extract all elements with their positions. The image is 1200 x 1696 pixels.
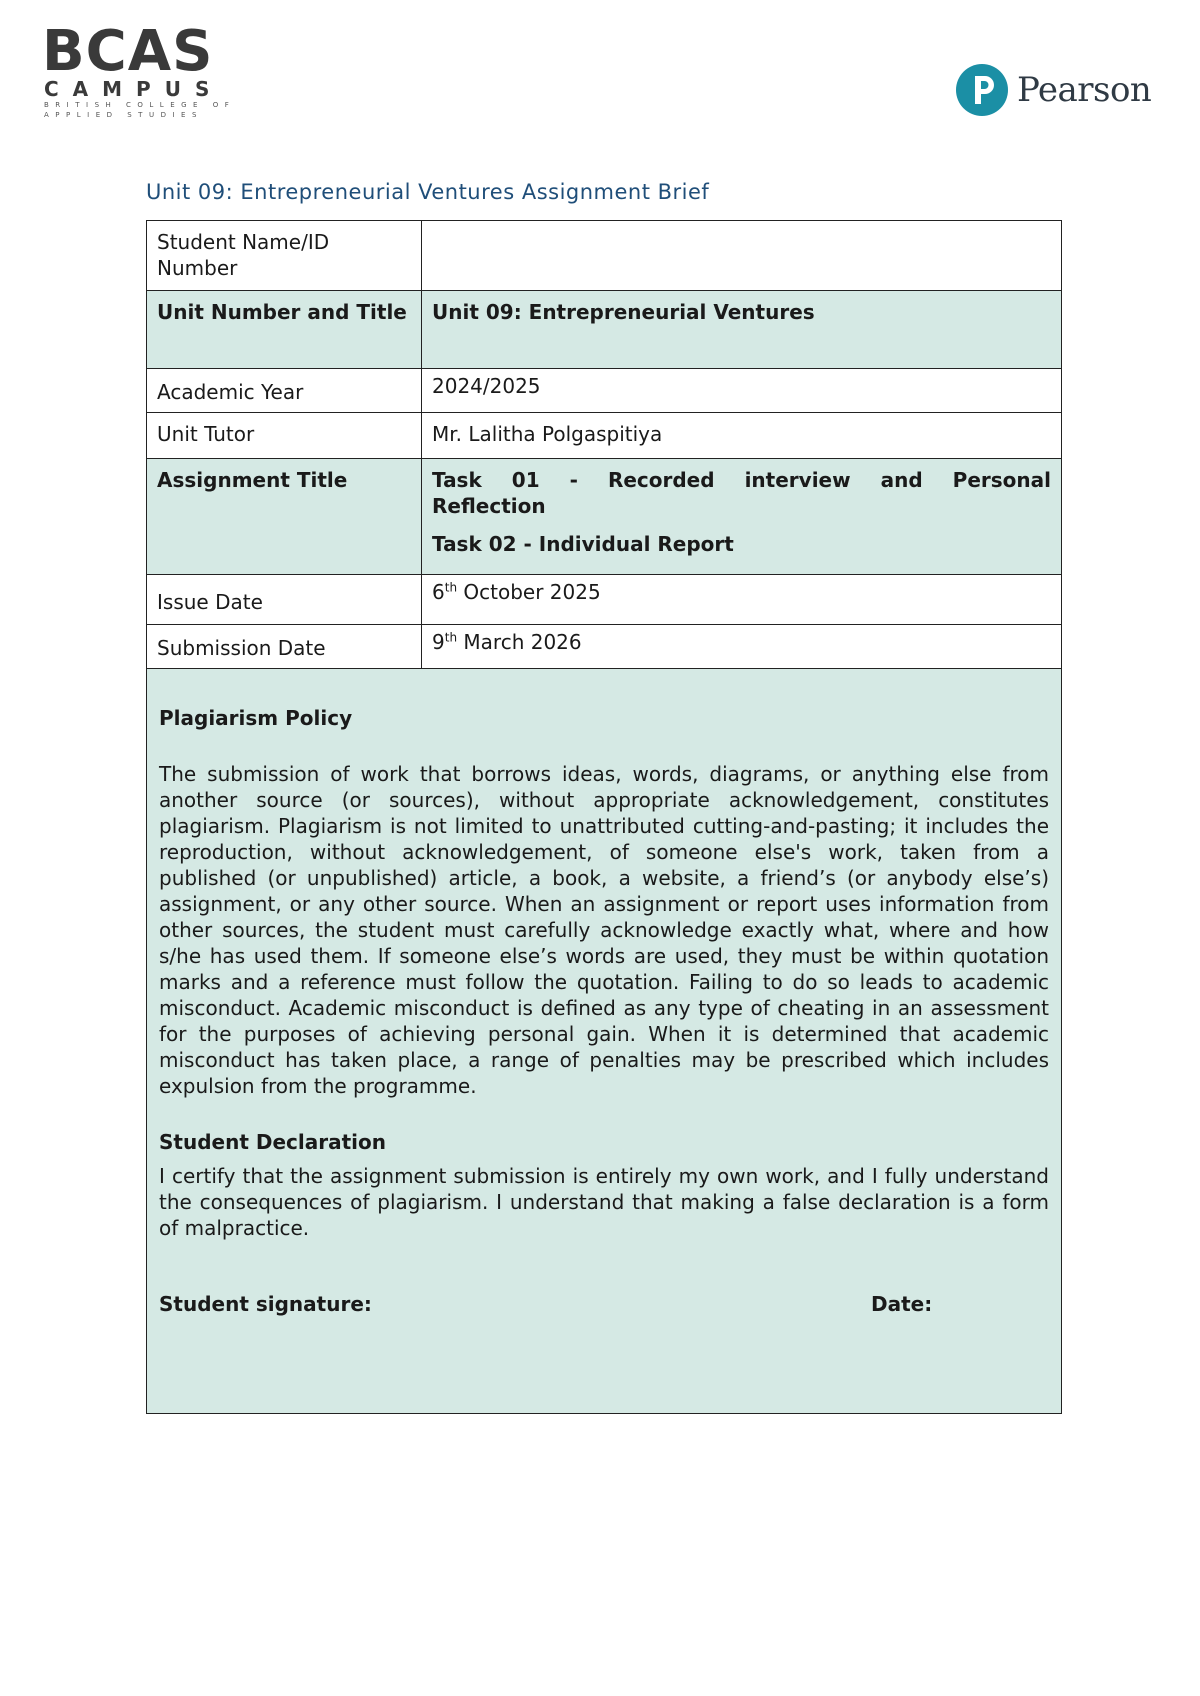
row-unit bbox=[147, 291, 1062, 369]
submission-rest: March 2026 bbox=[457, 630, 582, 654]
issue-label: Issue Date bbox=[147, 575, 422, 625]
unit-label: Unit Number and Title bbox=[147, 291, 422, 369]
row-submission bbox=[147, 625, 1062, 669]
issue-value bbox=[422, 575, 1062, 625]
tutor-label: Unit Tutor bbox=[147, 413, 422, 459]
issue-rest: October 2025 bbox=[457, 580, 601, 604]
declaration-heading: Student Declaration bbox=[159, 1130, 386, 1154]
pearson-wordmark: Pearson bbox=[1017, 70, 1152, 110]
signature-row bbox=[159, 1291, 1049, 1387]
submission-value bbox=[422, 625, 1062, 669]
row-year bbox=[147, 369, 1062, 413]
issue-day: 6 bbox=[432, 580, 445, 604]
tutor-value: Mr. Lalitha Polgaspitiya bbox=[422, 413, 1062, 459]
plagiarism-body: The submission of work that borrows ideas, words, diagrams, or anything else from another source (or sources), without appropriate acknowledgement, constitutes plagiarism. Plagiarism is not limited to unattributed cutting-and-pasting; it includes the reproduction, without acknowledgement, of someone else's work, taken from a published (or unpublished) article, a book, a website, a friend’s (or anybody else’s) assignment, or any other source. When an assignment or report uses information from other sources, the student must carefully acknowledge exactly what, where and how s/he has used them. If someone else’s words are used, they must be within quotation marks and a reference must follow the quotation. Failing to do so leads to academic misconduct. Academic misconduct is defined as any type of cheating in an assessment for the purposes of achieving personal gain. When it is determined that academic misconduct has taken place, a range of penalties may be prescribed which includes expulsion from the programme. bbox=[159, 762, 1049, 1098]
date-label: Date: bbox=[871, 1292, 933, 1316]
declaration-body: I certify that the assignment submission is entirely my own work, and I fully understand the consequences of plagiarism. I understand that making a false declaration is a form of malpractice. bbox=[159, 1164, 1049, 1240]
policy-cell bbox=[147, 669, 1062, 1414]
student-value bbox=[422, 221, 1062, 291]
year-label: Academic Year bbox=[147, 369, 422, 413]
row-tutor bbox=[147, 413, 1062, 459]
unit-value: Unit 09: Entrepreneurial Ventures bbox=[422, 291, 1062, 369]
submission-suffix: th bbox=[444, 630, 458, 645]
year-value: 2024/2025 bbox=[422, 369, 1062, 413]
bcas-logo-subtitle: BRITISH COLLEGE OF APPLIED STUDIES bbox=[44, 101, 236, 119]
row-assignment bbox=[147, 459, 1062, 575]
assignment-brief-table bbox=[146, 220, 1062, 1414]
bcas-logo-main: BCAS bbox=[42, 19, 214, 84]
task-01: Task 01 - Recorded interview and Personal Reflection bbox=[432, 468, 1051, 518]
student-label: Student Name/ID Number bbox=[147, 221, 422, 291]
task-02: Task 02 - Individual Report bbox=[432, 532, 734, 556]
row-policy bbox=[147, 669, 1062, 1414]
row-issue bbox=[147, 575, 1062, 625]
bcas-logo bbox=[42, 19, 252, 122]
assignment-label: Assignment Title bbox=[147, 459, 422, 575]
signature-label: Student signature: bbox=[159, 1292, 372, 1316]
pearson-logo bbox=[955, 60, 1151, 120]
bcas-logo-campus: CAMPUS bbox=[44, 77, 224, 101]
assignment-value bbox=[422, 459, 1062, 575]
row-student bbox=[147, 221, 1062, 291]
issue-suffix: th bbox=[444, 580, 458, 595]
pearson-mark-icon bbox=[955, 63, 1009, 117]
plagiarism-heading: Plagiarism Policy bbox=[159, 706, 353, 730]
document-title: Unit 09: Entrepreneurial Ventures Assignment Brief bbox=[146, 180, 710, 204]
submission-day: 9 bbox=[432, 630, 445, 654]
submission-label: Submission Date bbox=[147, 625, 422, 669]
